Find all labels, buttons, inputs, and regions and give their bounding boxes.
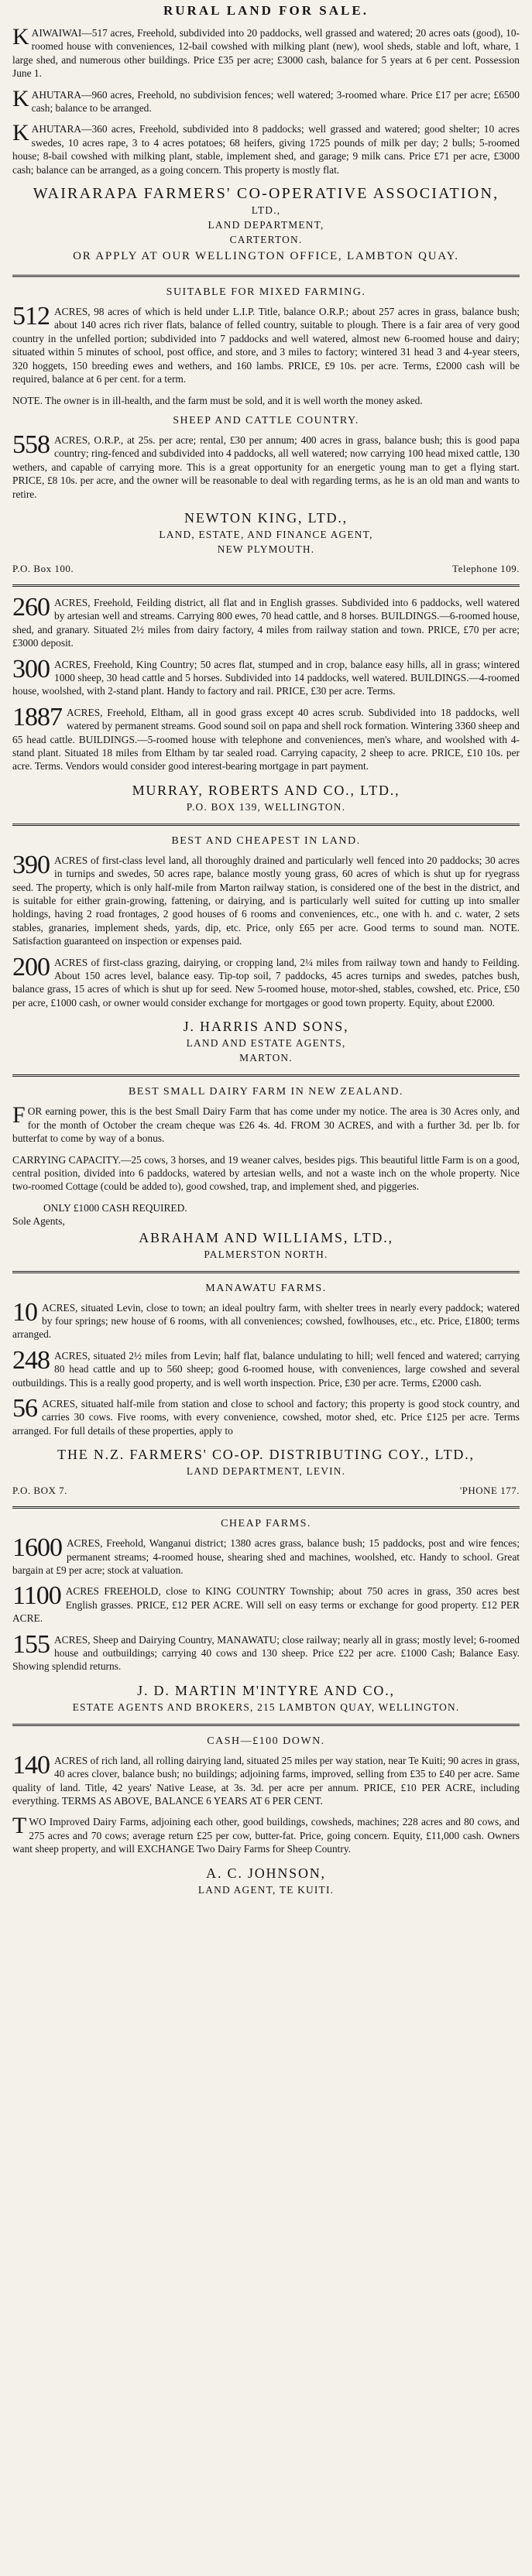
firm-name: ABRAHAM AND WILLIAMS, LTD., xyxy=(139,1229,393,1245)
acreage-number: 1887 xyxy=(12,702,62,731)
newspaper-page xyxy=(12,0,520,1897)
section-subhead-2: SHEEP AND CATTLE COUNTRY. xyxy=(173,414,359,426)
listing-56 xyxy=(12,1393,520,1437)
listing-text: ACRES, situated half-mile from station and close to school and factory; this property is good stock country, and carries 30 cows. Five rooms, with every convenience, cowshed, motor shed, etc. Price £125 per acre. Terms arranged. For full details of these properties, apply to xyxy=(12,1397,520,1437)
po-box: P.O. Box 100. xyxy=(12,562,74,574)
acreage-number: 140 xyxy=(12,1750,50,1780)
acreage-number: 1100 xyxy=(12,1581,61,1611)
listing-text: OR earning power, this is the best Small Dairy Farm that has come under my notice. The area is 30 Acres only, and for the month of October the cream cheque was £26 4s. 4d. FROM 30 ACRES, and with a further 3d. per lb. for butterfat to come by way of a bonus. xyxy=(12,1105,520,1145)
firm-line: LAND, ESTATE, AND FINANCE AGENT, xyxy=(159,528,373,540)
acreage-number: 390 xyxy=(12,850,50,879)
page-title: RURAL LAND FOR SALE. xyxy=(163,3,369,18)
listing-text: ACRES FREEHOLD, close to KING COUNTRY Township; about 750 acres in grass, 350 acres best English grasses. PRICE, £12 PER ACRE. Will sell on easy terms or exchange for good property. £12 PER ACRE. xyxy=(12,1585,520,1625)
section-subhead: BEST AND CHEAPEST IN LAND. xyxy=(171,834,361,847)
section-newton-king xyxy=(12,286,520,575)
listing-kaiwaiwai xyxy=(12,26,520,80)
listing-text: ACRES, O.R.P., at 25s. per acre; rental, £30 per annum; 400 acres in grass, balance bush; this is good papa country; ring-fenced and subdivided into 4 paddocks, all well watered; now carrying 100 head mixed cattle, 130 wethers, and capable of carrying more. This is a great opportunity for an energetic young man to get a flying start. PRICE, £8 10s. per acre, and the owner will be reasonable to deal with regarding terms, as he is an old man and wants to retire. xyxy=(12,433,520,500)
listing-200 xyxy=(12,952,520,1010)
firm-name: WAIRARAPA FARMERS' CO-OPERATIVE ASSOCIATION, xyxy=(33,185,499,203)
divider xyxy=(12,584,520,587)
telephone: 'PHONE 177. xyxy=(459,1485,520,1497)
listing-note: NOTE. The owner is in ill-health, and the farm must be sold, and it is well worth the money asked. xyxy=(12,394,423,406)
listing-dairy-farm xyxy=(12,1102,520,1145)
po-box: P.O. BOX 7. xyxy=(12,1485,67,1497)
section-abraham-williams xyxy=(12,1086,520,1261)
divider xyxy=(12,824,520,826)
listing-text: ACRES, Freehold, Wanganui district; 1380 acres grass, balance bush; 15 paddocks, post and wire fences; permanent streams; 4-roomed house, shearing shed and machines, woolshed, etc. Handy to school. Great bargain at £9 per acre; stock at valuation. xyxy=(12,1537,520,1576)
firm-name: J. D. MARTIN M'INTYRE AND CO., xyxy=(137,1682,395,1698)
section-subhead: CASH—£100 DOWN. xyxy=(207,1735,325,1747)
section-nz-farmers xyxy=(12,1283,520,1498)
acreage-number: 200 xyxy=(12,952,50,981)
firm-name: NEWTON KING, LTD., xyxy=(184,509,348,526)
section-wairarapa xyxy=(12,26,520,265)
section-mcintyre xyxy=(12,1518,520,1714)
firm-town: MARTON. xyxy=(239,1052,293,1064)
contact-row xyxy=(12,563,520,575)
listing-512 xyxy=(12,302,520,385)
firm-line: LAND DEPARTMENT, LEVIN. xyxy=(186,1465,346,1478)
acreage-number: 56 xyxy=(12,1393,37,1423)
price-line: ONLY £1000 CASH REQUIRED. xyxy=(43,1201,187,1214)
listing-text: ACRES, 98 acres of which is held under L.I.P. Title, balance O.R.P.; about 257 acres in grass, balance bush; about 140 acres rich river flats, balance of felled country, suitable to plough. There is a fair area of very good country in the unfelled portion; subdivided into 7 paddocks and well watered, almost new 6-roomed house and dairy; situated within 5 minutes of school, post office, and store, and 3 miles to factory; wintered 31 head 3 and 4-year steers, 320 hoggets, 150 breeding ewes and wethers, and 160 lambs. PRICE, £9 10s. per acre. Terms, £2000 cash will be required, balance at 6 per cent. for a term. xyxy=(12,306,520,385)
listing-text: AHUTARA—360 acres, Freehold, subdivided into 8 paddocks; well grassed and watered; good shelter; 10 acres swedes, 10 acres rape, 3 to 4 acres potatoes; 68 heifers, giving 1725 pounds of milk per day; 2 bulls; 5-roomed house; 8-bail cowshed with milking plant, stable, implement shed, and garage; 9 milk cans. Price £71 per acre, £3000 cash; balance can be arranged, as a going concern. This property is mostly flat. xyxy=(12,123,520,176)
listing-kahutara-360 xyxy=(12,122,520,176)
listing-1600 xyxy=(12,1533,520,1577)
firm-line: PALMERSTON NORTH. xyxy=(204,1248,328,1260)
telephone: Telephone 109. xyxy=(452,562,520,574)
dropcap: K xyxy=(12,120,29,146)
listing-390 xyxy=(12,850,520,948)
listing-text: ACRES, Sheep and Dairying Country, MANAWATU; close railway; nearly all in grass; mostly level; 6-roomed house and outbuildings; carrying 40 cows and 130 sheep. Price £22 per acre. £1000 Cash; Balance Easy. Showing splendid returns. xyxy=(12,1633,520,1673)
listing-text: ACRES, situated 2½ miles from Levin; half flat, balance undulating to hill; well fenced and watered; carrying 80 head cattle and up to 560 sheep; good 6-roomed house, with conveniences, large cowshed and several outbuildings. This is a really good property, and is well worth inspection. Price, £30 per acre. Terms, £2000 cash. xyxy=(12,1349,520,1389)
divider xyxy=(12,1724,520,1726)
listing-text: ACRES, Freehold, King Country; 50 acres flat, stumped and in crop, balance easy hills, all in grass; wintered 1000 sheep, 30 head cattle and 5 horses. Subdivided into 14 paddocks, well watered. BUILDINGS.—4-roomed house, woolshed, with 2-stand plant. Handy to factory and rail. PRICE, £30 per acre. Terms. xyxy=(12,658,520,697)
agents-label: Sole Agents, xyxy=(12,1215,65,1228)
listing-text: ACRES of rich land, all rolling dairying land, situated 25 miles per way station, near Te Kuiti; 90 acres in grass, 40 acres clover, balance bush; no buildings; adjoining farms, improved, selling from £35 to £40 per acre. Same quality of land. Title, 42 years' Native Lease, at 3s. 3d. per acre per annum. PRICE, £10 PER ACRE, including everything. TERMS AS ABOVE, BALANCE 6 YEARS AT 6 PER CENT. xyxy=(12,1754,520,1807)
firm-line: P.O. BOX 139, WELLINGTON. xyxy=(186,800,346,813)
firm-line: LAND AND ESTATE AGENTS, xyxy=(186,1037,346,1050)
section-subhead: BEST SMALL DAIRY FARM IN NEW ZEALAND. xyxy=(128,1086,404,1098)
listing-text: ACRES of first-class level land, all thoroughly drained and particularly well fenced into 20 paddocks; 30 acres in turnips and swedes, 50 acres rape, balance mostly young grass, 60 acres of which is shut up for ryegrass seed. The property, which is only half-mile from Marton railway station, is considered one of the best in the district, and is suitable for either grain-growing, fattening, or dairying, and is particularly well suited for cutting up into smaller holdings, having 2 road frontages, 2 good houses of 6 rooms and conveniences, etc., one with h. and c. water, 2 sets stables, granaries, implement sheds, yards, dip, etc. Price, only £65 per acre. Good terms to sound man. NOTE. Satisfaction guaranteed on inspection or expenses paid. xyxy=(12,854,520,947)
acreage-number: 260 xyxy=(12,592,50,622)
section-johnson xyxy=(12,1735,520,1897)
section-harris xyxy=(12,835,520,1065)
listing-text: ACRES, Freehold, Eltham, all in good grass except 40 acres scrub. Subdivided into 18 paddocks, well watered by permanent streams. Good sound soil on papa and shell rock formation. Wintering 3360 sheep and 65 head cattle. BUILDINGS.—5-roomed house with telephone and conveniences, men's whare, and woolshed with 4-stand plant. Situated 18 miles from Eltham by tar sealed road. Carrying capacity, 2 sheep to acre. PRICE, £10 10s. per acre. Terms. Vendors would consider good interest-bearing mortgage in part payment. xyxy=(12,706,520,772)
firm-name: J. HARRIS AND SONS, xyxy=(183,1019,349,1035)
listing-two-farms xyxy=(12,1815,520,1855)
contact-row xyxy=(12,1485,520,1497)
listing-558 xyxy=(12,430,520,501)
firm-town: NEW PLYMOUTH. xyxy=(217,543,315,555)
acreage-number: 1600 xyxy=(12,1533,62,1563)
firm-name: A. C. JOHNSON, xyxy=(206,1865,326,1881)
acreage-number: 155 xyxy=(12,1629,50,1659)
firm-suffix: LTD., xyxy=(251,204,281,217)
section-murray-roberts xyxy=(12,592,520,814)
divider xyxy=(12,1074,520,1077)
listing-text: WO Improved Dairy Farms, adjoining each other, good buildings, cowsheds, machines; 228 acres and 80 cows, and 275 acres and 70 cows; average return £25 per cow, butter-fat. Price, going concern. Equity, £11,000 cash. Owners want sheep property, and will EXCHANGE Two Dairy Farms for Sheep Country. xyxy=(12,1816,520,1855)
listing-text: ACRES, Freehold, Feilding district, all flat and in English grasses. Subdivided into 6 paddocks, well watered by artesian well and streams. Carrying 800 ewes, 70 head cattle, and 8 horses. BUILDINGS.—6-roomed house, shed, and granary. Situated 2½ miles from dairy factory, 4 miles from railway station and town. PRICE, £70 per acre; £3000 deposit. xyxy=(12,596,520,649)
acreage-number: 300 xyxy=(12,654,50,683)
acreage-number: 248 xyxy=(12,1345,50,1375)
divider xyxy=(12,1271,520,1273)
dropcap: T xyxy=(12,1813,27,1839)
firm-office: OR APPLY AT OUR WELLINGTON OFFICE, LAMBTON QUAY. xyxy=(73,250,459,263)
listing-260 xyxy=(12,592,520,650)
listing-text: ACRES, situated Levin, close to town; an ideal poultry farm, with shelter trees in nearly every paddock; watered by four springs; new house of 6 rooms, with all conveniences; cowshed, fowlhouses, etc., etc. Price, £1800; terms arranged. xyxy=(12,1301,520,1341)
firm-line: LAND AGENT, TE KUITI. xyxy=(197,1883,335,1896)
listing-300 xyxy=(12,654,520,698)
section-subhead: SUITABLE FOR MIXED FARMING. xyxy=(166,286,366,299)
listing-1100 xyxy=(12,1581,520,1625)
divider xyxy=(12,1506,520,1509)
listing-text: AHUTARA—960 acres, Freehold, no subdivision fences; well watered; 3-roomed whare. Price £17 per acre; £6500 cash; balance to be arranged. xyxy=(31,88,520,115)
carrying-capacity: CARRYING CAPACITY.—25 cows, 3 horses, and 19 weaner calves, besides pigs. This beautiful little Farm is on a good, central position, divided into 6 paddocks, watered by artesian wells, and not a waste inch on the whole property. Nice two-roomed Cottage (could be added to), good cowshed, trap, and implement shed, and piggeries. xyxy=(12,1153,520,1193)
section-subhead: MANAWATU FARMS. xyxy=(205,1282,327,1294)
listing-1887 xyxy=(12,702,520,773)
firm-name: MURRAY, ROBERTS AND CO., LTD., xyxy=(132,782,400,798)
firm-name: THE N.Z. FARMERS' CO-OP. DISTRIBUTING COY., LTD., xyxy=(57,1447,475,1463)
firm-line: ESTATE AGENTS AND BROKERS, 215 LAMBTON QUAY, WELLINGTON. xyxy=(72,1701,460,1713)
dropcap: F xyxy=(12,1102,26,1129)
acreage-number: 512 xyxy=(12,302,50,331)
listing-140 xyxy=(12,1750,520,1808)
acreage-number: 10 xyxy=(12,1297,37,1327)
listing-kahutara-960 xyxy=(12,85,520,115)
listing-text: AIWAIWAI—517 acres, Freehold, subdivided into 20 paddocks, well grassed and watered; 20 acres oats (good), 10-roomed house with conveniences, 12-bail cowshed with milking plant (new), wool sheds, stable and loft, whare, 1 large shed, and numerous other buildings. Price £35 per acre; £3000 cash, balance for 5 years at 6 per cent. Possession June 1. xyxy=(12,27,520,80)
divider xyxy=(12,275,520,277)
listing-248 xyxy=(12,1345,520,1389)
listing-10 xyxy=(12,1297,520,1341)
acreage-number: 558 xyxy=(12,430,50,459)
listing-155 xyxy=(12,1629,520,1673)
dropcap: K xyxy=(12,85,29,111)
listing-text: ACRES of first-class grazing, dairying, or cropping land, 2¼ miles from railway town and handy to Feilding. About 150 acres level, balance easy. Tip-top soil, 7 paddocks, 45 acres turnips and swedes, patches bush, balance grass, 15 acres of which is shut up for seed. New 5-roomed house, motor-shed, stables, cowshed, etc. Price, £50 per acre, £1000 cash, or owner would consider exchange for mortgages or good town property. Equity, about £2000. xyxy=(12,956,520,1009)
dropcap: K xyxy=(12,24,29,50)
firm-department: LAND DEPARTMENT, xyxy=(208,219,324,231)
firm-town: CARTERTON. xyxy=(229,234,303,246)
section-subhead: CHEAP FARMS. xyxy=(221,1518,311,1530)
